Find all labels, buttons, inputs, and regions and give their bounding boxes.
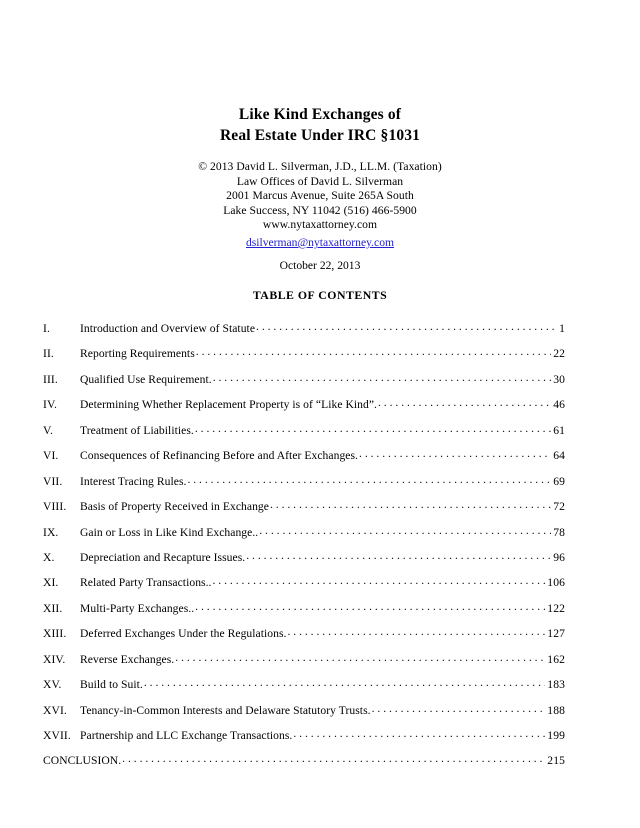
toc-dot-leader <box>213 371 552 383</box>
toc-entry-page-number: 199 <box>547 729 565 742</box>
copyright-line: © 2013 David L. Silverman, J.D., LL.M. (Taxation) <box>198 160 442 173</box>
toc-entry-label: Basis of Property Received in Exchange <box>80 500 269 514</box>
toc-entry-page-number: 1 <box>559 322 565 335</box>
toc-dot-leader <box>144 676 545 688</box>
toc-entry-number: XII. <box>43 601 63 615</box>
toc-entry[interactable] <box>43 345 565 370</box>
toc-dot-leader <box>287 625 545 637</box>
toc-entry-page-number: 96 <box>553 550 565 564</box>
toc-entry-page-number: 215 <box>547 754 565 768</box>
toc-entry-page-number: 127 <box>547 627 565 641</box>
website-line: www.nytaxattorney.com <box>262 218 378 232</box>
toc-entry[interactable] <box>43 396 565 421</box>
toc-entry[interactable] <box>43 422 565 447</box>
toc-entry-page-number: 106 <box>547 576 565 590</box>
toc-entry-number: XVII. <box>43 729 71 742</box>
toc-dot-leader <box>195 600 545 612</box>
toc-dot-leader <box>270 498 551 510</box>
toc-entry-label: Interest Tracing Rules. <box>80 474 187 488</box>
toc-dot-leader <box>187 473 551 485</box>
toc-entry-page-number: 46 <box>553 398 565 412</box>
toc-entry[interactable] <box>43 371 565 396</box>
toc-entry-label: Reporting Requirements <box>80 347 195 361</box>
toc-dot-leader <box>359 447 551 459</box>
toc-entry-label: Multi-Party Exchanges.. <box>80 601 195 615</box>
toc-entry[interactable] <box>43 574 565 599</box>
toc-entry-label: Tenancy-in-Common Interests and Delaware Statutory Trusts. <box>80 703 371 717</box>
document-title-line-2: Real Estate Under IRC §1031 <box>219 127 421 144</box>
toc-dot-leader <box>259 524 551 536</box>
toc-entry[interactable] <box>43 473 565 498</box>
toc-entry-label: Depreciation and Recapture Issues. <box>80 550 246 564</box>
toc-entry[interactable] <box>43 625 565 650</box>
toc-entry[interactable] <box>43 524 565 549</box>
toc-entry-page-number: 64 <box>553 449 565 463</box>
toc-entry-label: Determining Whether Replacement Property is of “Like Kind”. <box>80 398 377 412</box>
toc-entry-number: II. <box>43 347 54 361</box>
toc-entry[interactable] <box>43 549 565 574</box>
toc-entry-number: XIII. <box>43 627 67 641</box>
toc-entry-number: XV. <box>43 678 62 692</box>
toc-entry-number: IV. <box>43 398 57 412</box>
toc-entry[interactable] <box>43 600 565 625</box>
toc-entry-page-number: 69 <box>553 474 565 488</box>
toc-entry-number: VI. <box>43 449 59 463</box>
toc-entry-page-number: 183 <box>547 678 565 692</box>
toc-entry-label: Gain or Loss in Like Kind Exchange.. <box>80 525 259 539</box>
toc-entry-number: IX. <box>43 525 59 539</box>
toc-entry[interactable] <box>43 447 565 472</box>
toc-entry-number: III. <box>43 372 58 386</box>
document-title <box>0 104 640 146</box>
toc-entry-page-number: 188 <box>547 703 565 717</box>
toc-entry-page-number: 72 <box>553 500 565 514</box>
toc-entry-label: Build to Suit. <box>80 678 143 692</box>
toc-dot-leader <box>372 702 546 714</box>
toc-entry-number: VII. <box>43 474 63 488</box>
city-phone-line: Lake Success, NY 11042 (516) 466-5900 <box>223 203 417 217</box>
toc-dot-leader <box>196 345 551 357</box>
toc-entry-page-number: 122 <box>547 601 565 615</box>
toc-entry-label: Qualified Use Requirement. <box>80 372 212 386</box>
toc-dot-leader <box>213 574 546 586</box>
toc-entry-label: Consequences of Refinancing Before and After Exchanges. <box>80 449 359 463</box>
document-title-line-1: Like Kind Exchanges of <box>238 106 402 123</box>
author-contact-block <box>0 160 640 251</box>
toc-entry[interactable] <box>43 752 565 777</box>
toc-entry-page-number: 162 <box>547 652 565 666</box>
toc-entry-label: Treatment of Liabilities. <box>80 423 194 437</box>
toc-dot-leader <box>175 651 545 663</box>
toc-entry-page-number: 78 <box>553 525 565 539</box>
table-of-contents-heading: TABLE OF CONTENTS <box>252 288 388 302</box>
toc-entry-number: XIV. <box>43 652 66 666</box>
toc-dot-leader <box>246 549 551 561</box>
firm-name-line: Law Offices of David L. Silverman <box>236 174 404 188</box>
email-link[interactable]: dsilverman@nytaxattorney.com <box>245 235 395 249</box>
toc-entry-page-number: 22 <box>553 347 565 361</box>
toc-entry[interactable] <box>43 676 565 701</box>
toc-entry-label: Partnership and LLC Exchange Transactions. <box>80 729 293 742</box>
toc-entry-number: VIII. <box>43 500 67 514</box>
toc-entry-label: Introduction and Overview of Statute <box>80 322 256 335</box>
toc-entry-number: V. <box>43 423 53 437</box>
toc-entry[interactable] <box>43 702 565 727</box>
toc-entry-number: XVI. <box>43 703 67 717</box>
toc-entry-label: CONCLUSION. <box>43 754 122 768</box>
toc-dot-leader <box>256 320 557 332</box>
toc-entry[interactable] <box>43 651 565 676</box>
toc-entry[interactable] <box>43 727 565 752</box>
toc-entry-number: I. <box>43 322 50 335</box>
document-date: October 22, 2013 <box>279 259 361 272</box>
toc-entry-number: XI. <box>43 576 59 590</box>
toc-entry-label: Related Party Transactions.. <box>80 576 212 590</box>
toc-entry[interactable] <box>43 498 565 523</box>
toc-dot-leader <box>122 752 545 764</box>
table-of-contents-list <box>43 320 565 778</box>
toc-entry-label: Reverse Exchanges. <box>80 652 175 666</box>
toc-entry-page-number: 61 <box>553 423 565 437</box>
toc-entry-label: Deferred Exchanges Under the Regulations. <box>80 627 287 641</box>
toc-entry-page-number: 30 <box>553 372 565 386</box>
toc-dot-leader <box>195 422 551 434</box>
toc-dot-leader <box>378 396 551 408</box>
toc-dot-leader <box>293 727 545 739</box>
street-address-line: 2001 Marcus Avenue, Suite 265A South <box>226 189 414 203</box>
toc-entry-number: X. <box>43 550 55 564</box>
toc-entry[interactable] <box>43 320 565 345</box>
